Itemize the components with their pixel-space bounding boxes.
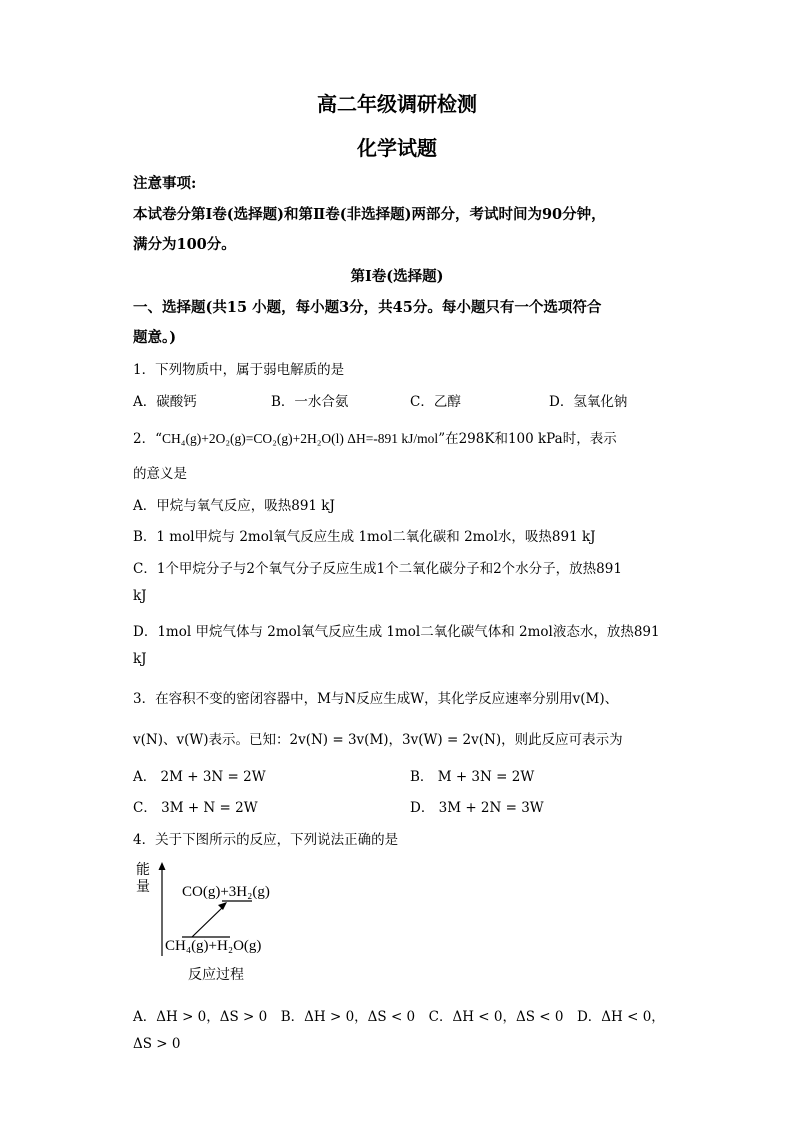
q3-option-b: B． M + 3N = 2W [410, 769, 535, 785]
section-instruction-1: 一、选择题(共15 小题，每小题3分，共45分。每小题只有一个选项符合 [133, 299, 602, 316]
q3-option-a: A． 2M + 3N = 2W [133, 769, 266, 785]
q3-option-d: D． 3M + 2N = 3W [410, 800, 544, 816]
q1-option-c: C．乙醇 [410, 394, 461, 410]
q2-option-a: A．甲烷与氧气反应，吸热891 kJ [133, 498, 335, 514]
q1-option-d: D．氢氧化钠 [549, 394, 628, 410]
q2-option-c-line-2: kJ [133, 588, 147, 604]
q2-stem [133, 427, 617, 447]
reaction-arrowhead [218, 902, 227, 910]
q2-option-d-line-2: kJ [133, 651, 147, 667]
q1-option-b: B．一水合氨 [271, 394, 349, 410]
energy-axis-arrowhead [159, 862, 166, 870]
q2-equation: CH₄(g)+2O₂(g)=CO₂(g)+2H₂O(l) ΔH=-891 kJ/mol [162, 431, 439, 446]
q1-option-a: A．碳酸钙 [133, 394, 197, 410]
q3-option-c: C． 3M + N = 2W [133, 800, 258, 816]
q4-stem: 4．关于下图所示的反应，下列说法正确的是 [133, 832, 399, 848]
q2-option-d-line-1: D．1mol 甲烷气体与 2mol氧气反应生成 1mol二氧化碳气体和 2mol液态水，放热891 [133, 624, 660, 640]
q2-option-b: B．1 mol甲烷与 2mol氧气反应生成 1mol二氧化碳和 2mol水，吸热891 kJ [133, 529, 596, 545]
subject-title: 化学试题 [357, 136, 437, 160]
reaction-process-label: 反应过程 [188, 967, 244, 983]
reactant-label: CH₄(g)+H₂O(g) [165, 938, 262, 954]
q2-number: 2．“ [133, 431, 162, 447]
q4-options-line-1: A．ΔH > 0，ΔS > 0 B．ΔH > 0，ΔS < 0 C．ΔH < 0，ΔS < 0 D．ΔH < 0， [133, 1009, 665, 1025]
notice-line-1: 本试卷分第Ⅰ卷(选择题)和第Ⅱ卷(非选择题)两部分，考试时间为90分钟， [133, 206, 606, 223]
product-label: CO(g)+3H₂(g) [182, 884, 270, 900]
q2-stem-tail: ”在298K和100 kPa时，表示 [438, 431, 617, 447]
energy-axis-label: 能量 [136, 862, 150, 895]
reaction-arrow-line [192, 906, 224, 937]
q2-option-c-line-1: C．1个甲烷分子与2个氧气分子反应生成1个二氧化碳分子和2个水分子，放热891 [133, 561, 622, 577]
q3-stem-line-2: v(N)、v(W)表示。已知：2v(N) = 3v(M)，3v(W) = 2v(N)，则此反应可表示为 [133, 732, 623, 748]
q1-stem: 1．下列物质中，属于弱电解质的是 [133, 362, 345, 378]
notice-line-2: 满分为100分。 [133, 236, 236, 253]
notice-heading: 注意事项: [133, 175, 197, 192]
energy-diagram [130, 860, 300, 990]
q3-stem-line-1: 3．在容积不变的密闭容器中，M与N反应生成W，其化学反应速率分别用v(M)、 [133, 691, 619, 707]
exam-title: 高二年级调研检测 [317, 92, 477, 116]
section-instruction-2: 题意。) [133, 329, 177, 346]
section-title: 第Ⅰ卷(选择题) [350, 268, 444, 285]
q2-stem-line-2: 的意义是 [133, 466, 187, 482]
q4-options-line-2: ΔS > 0 [133, 1036, 181, 1052]
